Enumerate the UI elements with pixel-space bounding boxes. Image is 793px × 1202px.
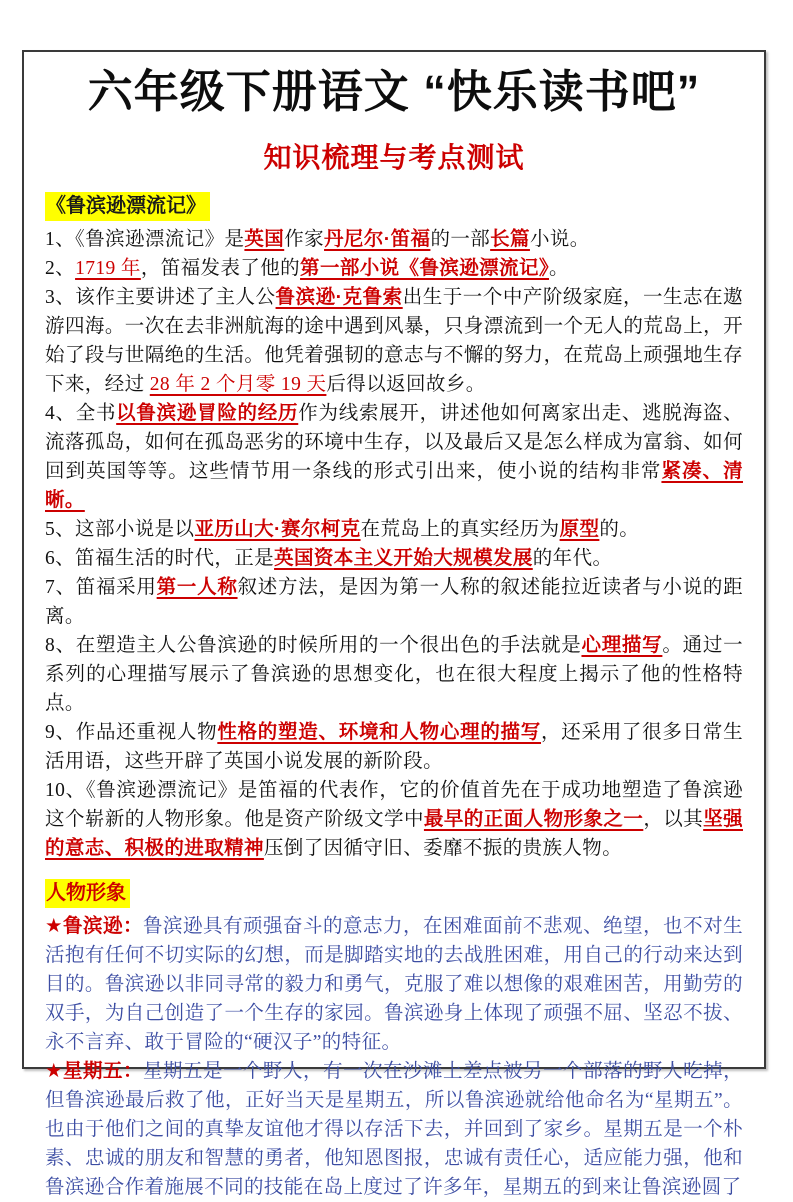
text-run-r: 以鲁滨逊冒险的经历 (116, 402, 299, 425)
text-run-r: 性格的塑造、环境和人物心理的描写 (217, 721, 542, 744)
section-heading-highlight: 人物形象 (45, 879, 130, 908)
paragraph (45, 399, 743, 515)
text-run-n: ，笛福发表了他的 (140, 258, 301, 280)
paragraph (45, 254, 743, 283)
text-run-lbl: ★鲁滨逊： (45, 915, 143, 938)
text-run-r: 英国资本主义开始大规模发展 (274, 547, 533, 570)
text-run-n: 9、作品还重视人物 (45, 722, 218, 744)
text-run-n: 6、笛福生活的时代，正是 (45, 548, 275, 570)
text-run-r: 丹尼尔·笛福 (324, 228, 431, 251)
text-run-n: 8、在塑造主人公鲁滨逊的时候所用的一个很出色的手法就是 (45, 635, 582, 657)
worksheet-page (22, 50, 766, 1199)
text-run-ru: 1719 年 (75, 258, 141, 280)
text-run-n: 小说。 (529, 229, 590, 251)
text-run-n: 1、《鲁滨逊漂流记》是 (45, 229, 245, 251)
text-run-n: 7、笛福采用 (45, 577, 157, 599)
section-heading (45, 879, 743, 908)
paragraph (45, 912, 743, 1057)
text-run-r: 长篇 (490, 228, 530, 251)
section-heading-highlight: 《鲁滨逊漂流记》 (45, 192, 210, 221)
text-run-r: 亚历山大·赛尔柯克 (194, 518, 361, 541)
text-run-n: 作家 (284, 229, 325, 251)
text-run-r: 第一人称 (156, 576, 238, 599)
text-run-r: 鲁滨逊·克鲁索 (275, 286, 403, 309)
text-run-n: ，以其 (643, 809, 704, 831)
text-run-n: 2、 (45, 258, 76, 280)
text-run-b: 鲁滨逊具有顽强奋斗的意志力，在困难面前不悲观、绝望，也不对生活抱有任何不切实际的幻想，而是脚踏实地的去战胜困难，用自己的行动来达到目的。鲁滨逊以非同寻常的毅力和勇气，克服了难以想像的艰难困苦，用勤劳的双手，为自己创造了一个生存的家园。鲁滨逊身上体现了顽强不屈、坚忍不拔、永不言弃、敢于冒险的“硬汉子”的特征。 (45, 916, 743, 1054)
text-run-n: 3、该作主要讲述了主人公 (45, 287, 276, 309)
text-run-n: 。 (549, 258, 569, 280)
paragraph (45, 283, 743, 399)
text-run-r: 坚强的意志、积极的进取精神 (45, 808, 743, 860)
page-title: 六年级下册语文 “快乐读书吧” (87, 66, 701, 117)
paragraph (45, 631, 743, 718)
paragraph (45, 1057, 743, 1202)
paragraph (45, 573, 743, 631)
paragraph (45, 515, 743, 544)
page-subtitle: 知识梳理与考点测试 (263, 142, 525, 174)
text-run-r: 原型 (559, 518, 600, 541)
text-run-r: 第一部小说《鲁滨逊漂流记》 (300, 257, 549, 280)
text-run-n: 10、《鲁滨逊漂流记》是笛福的代表作，它的价值首先在于成功地塑造了鲁滨逊这个崭新的人物形象。他是资产阶级文学中 (45, 780, 743, 831)
text-run-n: 后得以返回故乡。 (326, 374, 486, 396)
text-run-lbl: ★星期五： (45, 1060, 143, 1083)
text-run-n: 的。 (599, 519, 640, 541)
text-run-r: 心理描写 (581, 634, 663, 657)
text-run-n: 4、全书 (45, 403, 117, 425)
text-run-n: 的年代。 (532, 548, 613, 570)
text-run-r: 紧凑、清晰。 (45, 460, 743, 512)
text-run-r: 最早的正面人物形象之一 (423, 808, 644, 831)
text-run-n: 在荒岛上的真实经历为 (360, 519, 560, 541)
text-run-b: 星期五是一个野人，有一次在沙滩上差点被另一个部落的野人吃掉，但鲁滨逊最后救了他，正好当天是星期五，所以鲁滨逊就给他命名为“星期五”。也由于他们之间的真挚友谊他才得以存活下去，并回到了家乡。星期五是一个朴素、忠诚的朋友和智慧的勇者，他知恩图报，忠诚有责任心，适应能力强，他和鲁滨逊合作着施展不同的技能在岛上度过了许多年，星期五的到来让鲁滨逊圆了 (45, 1061, 743, 1199)
paragraph (45, 718, 743, 776)
text-run-n: 压倒了因循守旧、委靡不振的贵族人物。 (263, 838, 623, 860)
paragraph (45, 544, 743, 573)
text-run-r: 英国 (244, 228, 285, 251)
paragraph (45, 776, 743, 863)
text-run-n: 出生于一个中产阶级家庭，一生志在遨游四海。一次在去非洲航海的途中遇到风暴，只身漂流到一个无人的荒岛上，开始了段与世隔绝的生活。他凭着强韧的意志与不懈的努力，在荒岛上顽强地生存下来，经过 (45, 287, 743, 396)
text-run-n: 。通过一系列的心理描写展示了鲁滨逊的思想变化，也在很大程度上揭示了他的性格特点。 (45, 635, 743, 715)
text-run-n: 5、这部小说是以 (45, 519, 195, 541)
text-run-n: 的一部 (430, 229, 491, 251)
section-heading (45, 192, 743, 221)
document-body (45, 192, 743, 1202)
paragraph (45, 225, 743, 254)
text-run-n: ，还采用了很多日常生活用语，这些开辟了英国小说发展的新阶段。 (45, 722, 743, 773)
text-run-n: 叙述方法，是因为第一人称的叙述能拉近读者与小说的距离。 (45, 577, 743, 628)
text-run-n: 作为线索展开，讲述他如何离家出走、逃脱海盗、流落孤岛，如何在孤岛恶劣的环境中生存，以及最后又是怎么样成为富翁、如何回到英国等等。这些情节用一条线的形式引出来，使小说的结构非常 (45, 403, 743, 483)
text-run-ru: 28 年 2 个月零 19 天 (149, 374, 327, 396)
